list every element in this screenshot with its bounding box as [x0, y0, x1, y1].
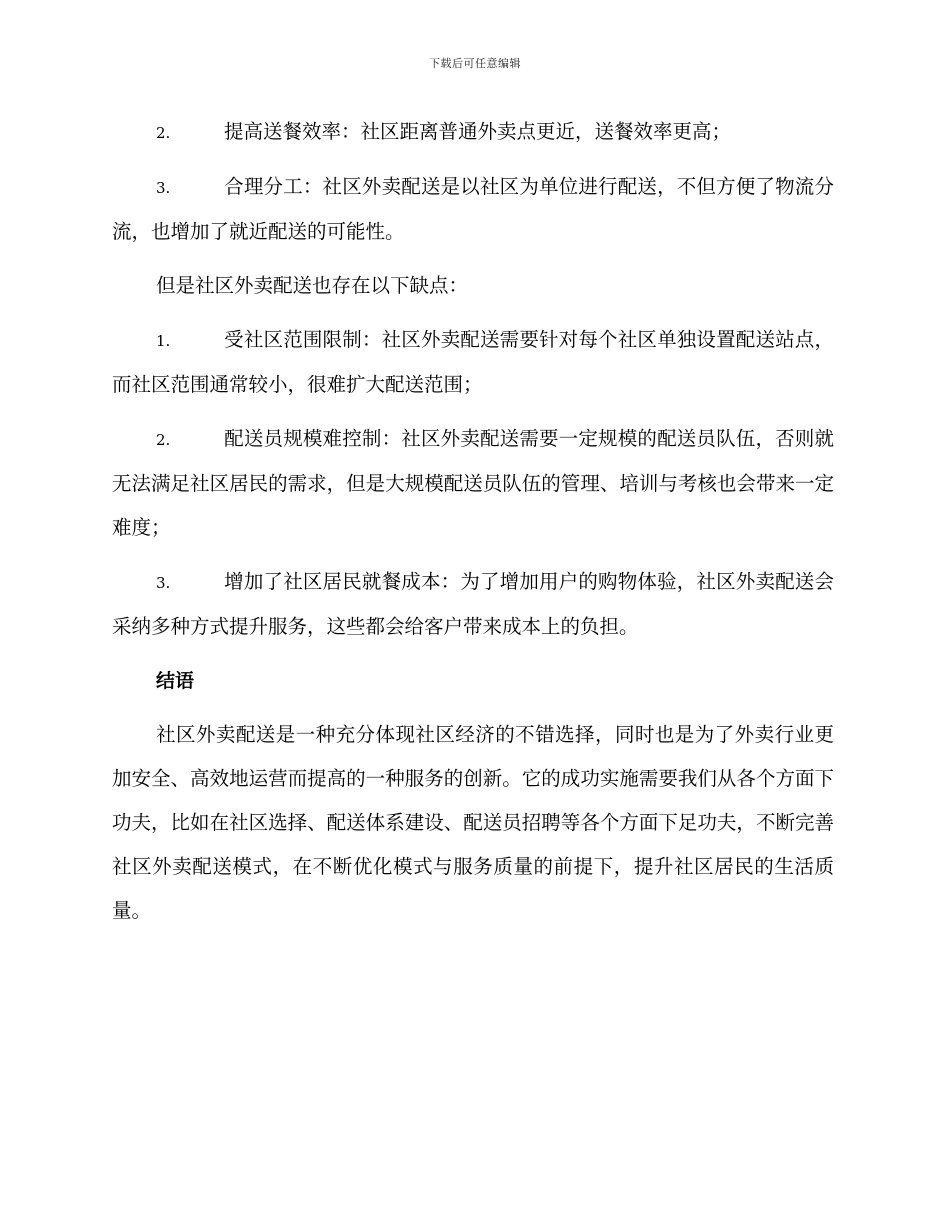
page-header: 下载后可任意编辑 [429, 57, 521, 70]
list-item-disadvantage-2 [112, 417, 834, 550]
list-item-text: 合理分工：社区外卖配送是以社区为单位进行配送，不但方便了物流分流，也增加了就近配送的可能性。 [112, 175, 834, 243]
disadvantages-intro: 但是社区外卖配送也存在以下缺点： [156, 274, 469, 297]
conclusion-paragraph: 社区外卖配送是一种充分体现社区经济的不错选择，同时也是为了外卖行业更加安全、高效地运营而提高的一种服务的创新。它的成功实施需要我们从各个方面下功夫，比如在社区选择、配送体系建设、配送员招聘等各个方面下足功夫，不断完善社区外卖配送模式，在不断优化模式与服务质量的前提下，提升社区居民的生活质量。 [112, 723, 834, 922]
list-item-disadvantage-3 [112, 560, 834, 649]
list-item-advantage-3 [112, 165, 834, 254]
list-item-text: 增加了社区居民就餐成本：为了增加用户的购物体验，社区外卖配送会采纳多种方式提升服务，这些都会给客户带来成本上的负担。 [112, 570, 834, 638]
list-number: 2. [156, 124, 171, 142]
list-item-disadvantage-1 [112, 318, 834, 407]
list-item-text: 受社区范围限制：社区外卖配送需要针对每个社区单独设置配送站点，而社区范围通常较小，很难扩大配送范围； [112, 328, 834, 396]
list-number: 1. [156, 332, 171, 350]
document-body [112, 110, 834, 943]
list-number: 3. [156, 574, 171, 592]
section-heading: 结语 [156, 670, 195, 692]
list-item-advantage-2 [112, 110, 834, 155]
list-item-text: 提高送餐效率：社区距离普通外卖点更近，送餐效率更高； [224, 120, 732, 143]
list-item-text: 配送员规模难控制：社区外卖配送需要一定规模的配送员队伍，否则就无法满足社区居民的需求，但是大规模配送员队伍的管理、培训与考核也会带来一定难度； [112, 427, 834, 539]
list-number: 3. [156, 179, 171, 197]
list-number: 2. [156, 431, 171, 449]
